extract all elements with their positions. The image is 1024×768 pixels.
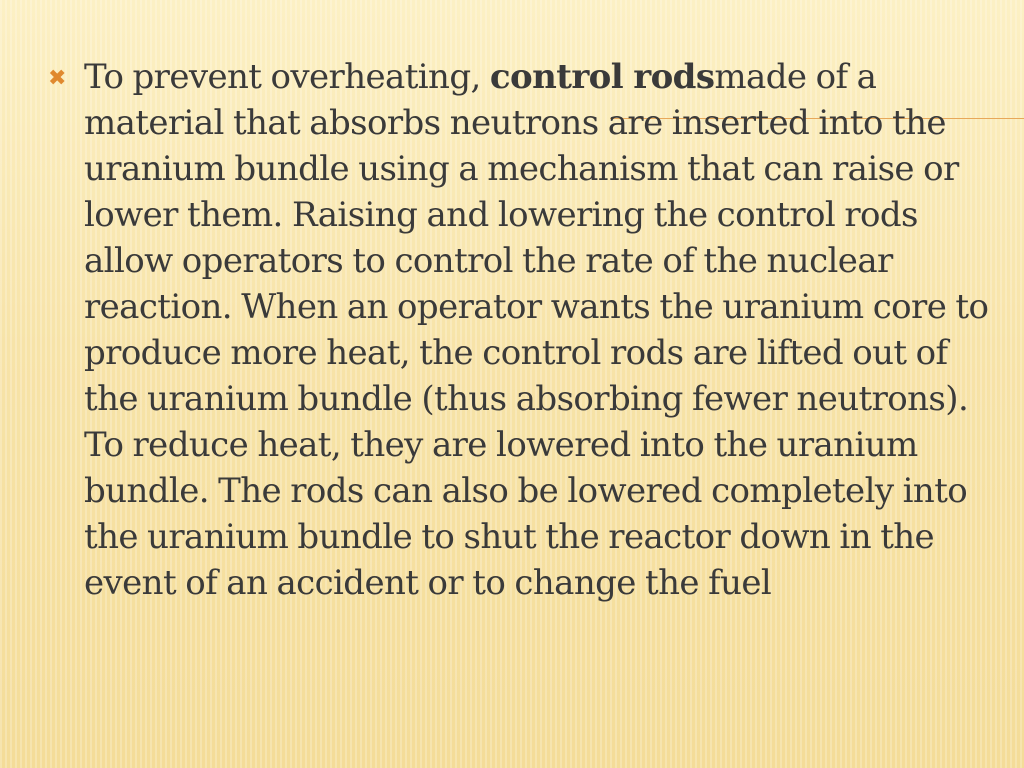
paragraph-intro: To prevent overheating, xyxy=(84,57,490,97)
bullet-item xyxy=(48,54,998,606)
control-rods-term: control rods xyxy=(489,57,715,97)
x-mark-bullet-icon: ✖ xyxy=(48,66,67,91)
bullet-paragraph xyxy=(84,54,998,606)
paragraph-body: made of a material that absorbs neutrons are inserted into the uranium bundle using a mechanism that can raise or lower them. Raising and lowering the control rods allow operators to control the rate of the nuclear reaction. When an operator wants the uranium core to produce more heat, the control rods are lifted out of the uranium bundle (thus absorbing fewer neutrons). To reduce heat, they are lowered into the uranium bundle. The rods can also be lowered completely into the uranium bundle to shut the reactor down in the event of an accident or to change the fuel xyxy=(84,57,989,603)
